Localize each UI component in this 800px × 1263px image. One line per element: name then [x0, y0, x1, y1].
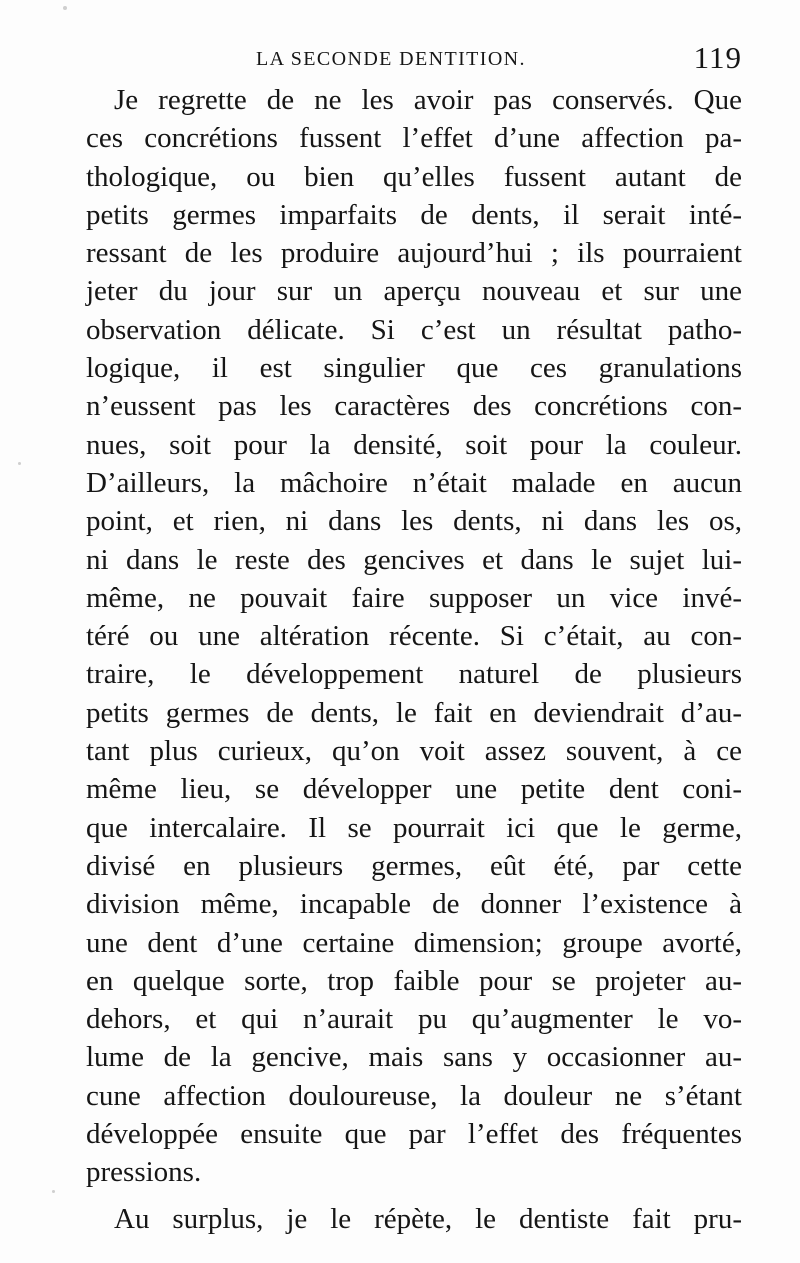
paragraph-gap — [86, 1192, 742, 1200]
paper-speck — [52, 1190, 55, 1193]
text-line: division même, incapable de donner l’existence à — [86, 888, 742, 921]
paper-speck — [18, 462, 21, 465]
text-line: ces concrétions fussent l’effet d’une affection pa- — [86, 122, 742, 155]
text-line: nues, soit pour la densité, soit pour la couleur. — [86, 428, 742, 461]
text-line: pressions. — [86, 1156, 202, 1189]
text-line: que intercalaire. Il se pourrait ici que le germe, — [86, 811, 742, 844]
paragraph — [86, 81, 742, 1192]
text-line: dehors, et qui n’aurait pu qu’augmenter le vo- — [86, 1003, 742, 1036]
page-number: 119 — [693, 40, 742, 75]
text-line: téré ou une altération récente. Si c’était, au con- — [86, 620, 742, 653]
page-header — [86, 40, 742, 80]
text-line: Je regrette de ne les avoir pas conservés. Que — [114, 84, 742, 116]
running-head: LA SECONDE DENTITION. — [256, 48, 526, 70]
text-line: divisé en plusieurs germes, eût été, par cette — [86, 849, 742, 882]
text-line: ressant de les produire aujourd’hui ; ils pourraient — [86, 237, 742, 270]
text-line: en quelque sorte, trop faible pour se projeter au- — [86, 964, 742, 997]
text-line: tant plus curieux, qu’on voit assez souvent, à ce — [86, 735, 742, 768]
text-line: D’ailleurs, la mâchoire n’était malade en aucun — [86, 466, 742, 499]
text-line: observation délicate. Si c’est un résultat patho- — [86, 313, 742, 346]
text-line: même lieu, se développer une petite dent coni- — [86, 773, 742, 806]
paper-speck — [63, 6, 67, 10]
text-line: n’eussent pas les caractères des concrétions con- — [86, 390, 742, 423]
text-line: traire, le développement naturel de plusieurs — [86, 658, 742, 691]
text-line: développée ensuite que par l’effet des fréquentes — [86, 1118, 742, 1151]
text-line: petits germes de dents, le fait en deviendrait d’au- — [86, 696, 742, 729]
text-line: cune affection douloureuse, la douleur ne s’étant — [86, 1079, 742, 1112]
text-line: point, et rien, ni dans les dents, ni dans les os, — [86, 505, 742, 538]
text-line: ni dans le reste des gencives et dans le sujet lui- — [86, 543, 742, 576]
text-line: même, ne pouvait faire supposer un vice invé- — [86, 581, 742, 614]
text-line: jeter du jour sur un aperçu nouveau et sur une — [86, 275, 742, 308]
text-line: thologique, ou bien qu’elles fussent autant de — [86, 160, 742, 193]
body-text — [86, 81, 742, 1238]
text-line: lume de la gencive, mais sans y occasionner au- — [86, 1041, 742, 1074]
paragraph — [86, 1200, 742, 1238]
text-line: Au surplus, je le répète, le dentiste fait pru- — [114, 1202, 742, 1235]
text-line: une dent d’une certaine dimension; groupe avorté, — [86, 926, 742, 959]
text-line: logique, il est singulier que ces granulations — [86, 352, 742, 385]
text-line: petits germes imparfaits de dents, il serait inté- — [86, 198, 742, 231]
